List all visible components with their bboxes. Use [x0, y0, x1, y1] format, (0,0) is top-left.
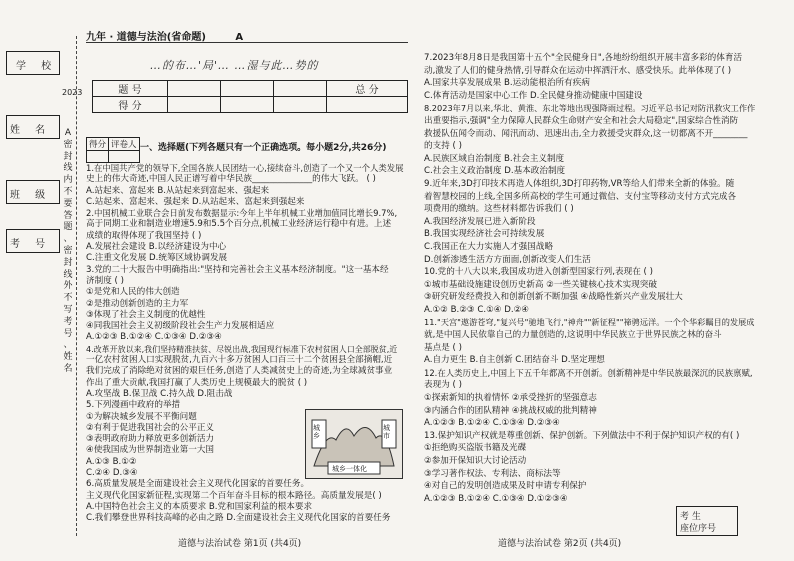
total-cell[interactable] — [327, 97, 408, 113]
question-line: 着智慧校园的上线,全国多所高校的学生可通过微信、支付宝等移动支付方式完成各 — [424, 191, 737, 202]
score-cell[interactable] — [274, 97, 327, 113]
question-line: ②有利于促进我国社会的公平正义 — [86, 422, 215, 433]
question-line: 13.保护知识产权就是尊重创新、保护创新。下列做法中不利于保护知识产权的有( ) — [424, 430, 740, 441]
right-column — [424, 52, 760, 505]
question-line: C.体育活动是国家中心工作 D.全民健身推动健康中国建设 — [424, 90, 643, 101]
question-line: 7.2023年8月8日是我国第十五个"全民健身日",各地纷纷组织开展丰富多彩的体育活 — [424, 53, 743, 63]
score-cell[interactable] — [221, 97, 274, 113]
question-line: A.①②③ B.①②④ C.①③④ D.①②③④ — [424, 493, 568, 504]
exam-version: A — [235, 32, 244, 43]
question-line: C.社会主义政治制度 D.基本政治制度 — [424, 166, 566, 177]
question-line: 11."天宫"遨游苍穹,"复兴号"驰地飞行,"神舟""新征程""禘骋远洋。一个个华彩瞩目的发展成 — [424, 317, 755, 328]
exam-header — [86, 28, 243, 43]
seat-label-2: 座位序号 — [680, 524, 717, 534]
grader-table — [86, 137, 140, 163]
name-label: 姓 名 — [10, 125, 52, 136]
question-line: 作出了重大贡献,我国打赢了人类历史上规模最大的脱贫 ( ) — [86, 377, 308, 388]
exam-title: 九年 · 道德与法治(省命题) — [86, 32, 206, 43]
question-line: ①是党和人民的伟大创造 — [86, 287, 180, 298]
seat-number-box[interactable] — [676, 506, 738, 536]
question-line: A.自力更生 B.自主创新 C.团结奋斗 D.坚定理想 — [424, 355, 605, 366]
class-label: 班 级 — [10, 190, 52, 201]
question-line: ①城市基础设施建设创历史新高 ②一些关键核心技术实现突破 — [424, 279, 657, 290]
question-line: A.我国经济发展已进入新阶段 — [424, 216, 536, 227]
question-line: C.②④ D.③④ — [86, 468, 138, 479]
question-line: A.中国特色社会主义的本质要求 B.党和国家利益的根本要求 — [86, 501, 313, 512]
question-line: A.①② B.②③ C.①④ D.②④ — [424, 304, 529, 315]
score-row1-label: 题 号 — [93, 81, 168, 97]
question-line: A.①②③ B.①②④ C.①③④ D.②③④ — [424, 418, 560, 429]
question-line: A.①②③ B.①②④ C.①③④ D.②③④ — [86, 332, 222, 343]
question-line: 3.党的二十大报告中明确指出:"坚持和完善社会主义基本经济制度。"这一基本经 — [86, 264, 389, 275]
question-line: ②是推动创新创造的主力军 — [86, 298, 189, 309]
footer-right: 道德与法治试卷 第2页 (共4页) — [498, 539, 622, 549]
score-row2-label: 得 分 — [93, 97, 168, 113]
question-line: ③研究研发经费投入和创新创新不断加强 ④战略性新兴产业发展壮大 — [424, 292, 683, 303]
question-line: 9.近年来,3D打印技术再造人体组织,3D打印药物,VR等给人们带来全新的体验。随 — [424, 178, 735, 189]
grader-name-label: 评卷人 — [109, 138, 140, 151]
question-line: D.创新渗透生活方方面面,创新改变人们生活 — [424, 254, 591, 265]
question-line: 济制度 ( ) — [86, 275, 124, 286]
seat-label-1: 考 生 — [680, 512, 701, 522]
cartoon-label-bottom: 城乡一体化 — [332, 465, 367, 473]
score-table — [92, 80, 408, 113]
question-line: 基点是 ( ) — [424, 342, 462, 353]
question-line: A.国家共享发展成果 B.运动能根治所有疾病 — [424, 78, 590, 89]
question-line: 救援队伍闻令而动、闻汛而动、迅速出击,全力救援受灾群众,这一切都离不开________ — [424, 128, 748, 139]
question-line: 出重要指示,强调"全力保障人民群众生命财产安全和社会大局稳定",国家综合性消防 — [424, 115, 739, 126]
exam-number-label: 考 号 — [10, 239, 52, 250]
cartoon-image — [305, 409, 403, 479]
total-label: 总 分 — [327, 81, 408, 97]
header-rule — [86, 42, 408, 43]
question-line: 主义现代化国家新征程,实现第二个百年奋斗目标的根本路径。高质量发展是( ) — [86, 490, 382, 501]
question-line: 12.在人类历史上,中国上下五千年都离不开创新。创新精神是中华民族最深沉的民族禀赋, — [424, 367, 753, 378]
question-line: 动,激发了人们的健身热情,引导群众在运动中挥洒汗水、感受快乐。此举体现了( ) — [424, 65, 732, 76]
cartoon-label-left: 城乡 — [313, 424, 320, 440]
section-title: 一、选择题(下列各题只有一个正确选项。每小题2分,共26分) — [140, 143, 387, 153]
question-line: 我们完成了消除绝对贫困的艰巨任务,创造了人类减贫史上的奇迹,为全球减贫事业 — [86, 366, 393, 377]
question-line: 6.高质量发展是全面建设社会主义现代化国家的首要任务。 — [86, 479, 310, 490]
question-line: ①拒绝购买盗版书籍及光碟 — [424, 443, 527, 454]
question-line: 成绩的取得体现了我国坚持 ( ) — [86, 230, 202, 241]
question-line: ④使我国成为世界制造业第一大国 — [86, 445, 215, 456]
question-line: C.注重文化发展 D.统筹区域协调发展 — [86, 253, 228, 264]
question-line: C.我国正在大力实施人才强国战略 — [424, 241, 554, 252]
question-line: 的支持 ( ) — [424, 141, 462, 152]
question-line: C.我们攀登世界科技高峰的必由之路 D.全面建设社会主义现代化国家的首要任务 — [86, 513, 391, 524]
question-line: ①探索新知的执着情怀 ②承受挫折的坚强意志 — [424, 393, 597, 404]
question-line: ④对自己的发明创造成果及时申请专利保护 — [424, 481, 587, 492]
cartoon-label-right: 城市 — [383, 424, 390, 440]
grader-score-label: 得分 — [87, 138, 109, 151]
question-line: 一亿农村贫困人口实现脱贫,九百六十多万贫困人口百三十二个贫困县全部摘帽,近 — [86, 355, 393, 366]
grader-score-cell[interactable] — [87, 151, 109, 163]
seal-line — [76, 36, 77, 536]
score-cell[interactable] — [168, 97, 221, 113]
handwritten-scribble: …的布…'局'… …湿与此…势的 — [150, 59, 319, 72]
question-line: ①为解决城乡发展不平衡问题 — [86, 411, 197, 422]
question-line: 史上的伟大奇迹,中国人民正谱写着中华民族______________的伟大飞跃。 ( ) — [86, 174, 376, 185]
question-line: 4.改革开放以来,我们坚持精准扶贫、尽锐出战,我国现行标准下农村贫困人口全部脱贫,近 — [86, 344, 398, 354]
question-line: ④同我国社会主义初级阶段社会生产力发展相适应 — [86, 321, 275, 332]
question-line: B.我国实现经济社会可持续发展 — [424, 229, 545, 240]
question-line: 项费用的缴纳。这些材料都告诉我们 ( ) — [424, 204, 574, 215]
question-line: ③体现了社会主义制度的优越性 — [86, 309, 206, 320]
question-line: 高于同期工业和制造业增速5.9和5.5个百分点,机械工业经济运行稳中有进。上述 — [86, 219, 392, 230]
question-line: A.站起来、富起来 B.从站起来到富起来、强起来 — [86, 185, 270, 196]
question-line: A.攻坚战 B.保卫战 C.持久战 D.阻击战 — [86, 388, 233, 399]
question-line: 2.中国机械工业联合会日前发布数据显示:今年上半年机械工业增加值同比增长9.7%, — [86, 208, 398, 219]
seal-notice: A 密 封 线 内 不 要 答 题 、 密 封 线 外 不 写 考 号 、 姓 名 — [63, 128, 73, 374]
question-line: ③表明政府助力释放更多创新活力 — [86, 434, 215, 445]
question-line: 5.下列漫画中政府的举措 — [86, 400, 181, 411]
question-line: A.民族区域自治制度 B.社会主义制度 — [424, 153, 565, 164]
question-line: 表现为 ( ) — [424, 380, 462, 391]
question-line: 1.在中国共产党的领导下,全国各族人民团结一心,接续奋斗,创造了一个又一个人类发展 — [86, 163, 404, 173]
question-line: ②参加开保知识大讨论活动 — [424, 456, 527, 466]
year-vertical: 2023 — [62, 88, 83, 97]
grader-name-cell[interactable] — [109, 151, 140, 163]
binding-strip — [6, 45, 62, 505]
question-line: ③内涵合作的团队精神 ④挑战权威的批判精神 — [424, 405, 597, 416]
question-line: C.站起来、富起来、强起来 D.从站起来、富起来到强起来 — [86, 196, 305, 207]
question-line: ③学习著作权法、专利法、商标法等 — [424, 468, 561, 479]
question-line: A.①③ B.①② — [86, 456, 137, 467]
question-line: 8.2023年7月以来,华北、黄淮、东北等地出现强降雨过程。习近平总书记对防汛救灾工作作 — [424, 103, 756, 114]
question-line: 就,是中国人民依靠自己的力量创造的,这说明中华民族立于世界民族之林的奋斗 — [424, 330, 722, 341]
school-label: 学 校 — [16, 61, 58, 72]
question-line: A.发展社会建设 B.以经济建设为中心 — [86, 242, 227, 253]
footer-left: 道德与法治试卷 第1页 (共4页) — [178, 539, 302, 549]
question-line: 10.党的十八大以来,我国成功进入创新型国家行列,表现在 ( ) — [424, 267, 653, 278]
